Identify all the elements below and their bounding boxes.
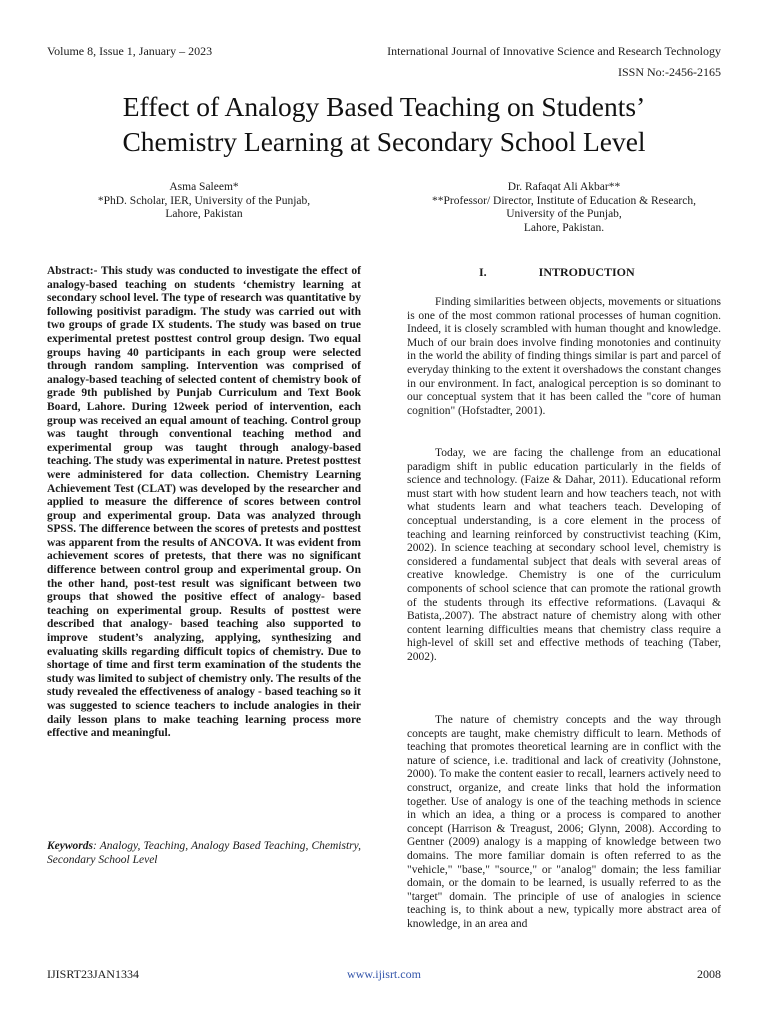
- author-location: Lahore, Pakistan: [165, 208, 243, 221]
- section-title: INTRODUCTION: [538, 265, 635, 279]
- abstract-text: Abstract:- This study was conducted to investigate the effect of analogy-based teaching on students ‘chemistry learning at secondary school level. The type of research was quantitative by following positivist paradigm. The study was carried out with two groups of grade IX students. The study was based on true experimental pretest posttest control group design. Two equal groups having 40 participants in each group were selected through random sampling. Intervention was comprised of analogy-based teaching of selected content of chemistry book of grade 9th published by Punjab Curriculum and Text Book Board, Lahore. During 12week period of intervention, each group was received an equal amount of teaching. Control group was taught through conventional teaching method and experimental group was taught through analogy-based teaching. The study was experimental in nature. Pretest posttest were administered for data collection. Chemistry Learning Achievement Test (CLAT) was developed by the researcher and applied to measure the difference of scores between control group and experimental group. Data was analyzed through SPSS. The difference between the scores of pretests and posttest was apparent from the results of ANCOVA. It was evident from achievement scores of pretests, that there was no significant difference between control group and experimental group. On the other hand, post-test result was significant between two groups that showed the positive effect of analogy- based teaching on experimental group. Results of posttest were described that analogy- based teaching also supported to improve student’s analyzing, applying, synthesizing and evaluating skills regarding difficult topics of chemistry. Due to shortage of time and first term examination of the students the study was limited to subject of chemistry only. The results of the study revealed the effectiveness of analogy - based teaching so it was suggested to science teachers to include analogies in their daily lesson plans to make teaching learning process more effective and meaningful.: [47, 265, 361, 740]
- section-heading: [479, 265, 635, 280]
- author-location: Lahore, Pakistan.: [523, 221, 605, 234]
- paragraph-text: Today, we are facing the challenge from an educational paradigm shift in public education particularly in the fields of science and technology. (Faize & Dahar, 2011). Educational reform must start with how student learn and how teachers teach, not with what students learn and what teachers teach. Developing of conceptual understanding, is a core element in the process of teaching and learning reinforced by constructivist teaching (Kim, 2002). In science teaching at secondary school level, chemistry is considered a fundamental subject that deals with several areas of creative knowledge. Chemistry is one of the curriculum components of school science that can promote the rational growth of the students through its effective reformations. (Lavaqui & Batista,.2007). The abstract nature of chemistry along with other content learning difficulties means that chemistry class require a high-level of skill set and effective methods of teaching (Taber, 2002).: [407, 447, 721, 663]
- footer-url-link[interactable]: www.ijisrt.com: [347, 967, 421, 981]
- author-university: University of the Punjab,: [506, 208, 622, 221]
- author-name: Dr. Rafaqat Ali Akbar**: [507, 181, 621, 193]
- intro-paragraph-2: [407, 447, 721, 665]
- header-journal: International Journal of Innovative Science and Research Technology: [387, 44, 721, 58]
- footer-page-number: 2008: [697, 967, 721, 981]
- header-issn: ISSN No:-2456-2165: [617, 65, 721, 79]
- keywords: [47, 840, 361, 867]
- title-line-1: Effect of Analogy Based Teaching on Students’: [122, 91, 646, 122]
- intro-paragraph-1: [407, 296, 721, 418]
- author-name: Asma Saleem*: [169, 181, 239, 193]
- author-affiliation: *PhD. Scholar, IER, University of the Punjab,: [97, 194, 311, 207]
- header-volume: Volume 8, Issue 1, January – 2023: [47, 44, 213, 58]
- title-line-2: Chemistry Learning at Secondary School Level: [122, 126, 646, 157]
- author-block-2: [407, 181, 721, 235]
- intro-paragraph-3: [407, 714, 721, 932]
- author-block-1: [47, 181, 361, 222]
- keywords-text: : Analogy, Teaching, Analogy Based Teaching, Chemistry, Secondary School Level: [47, 840, 361, 866]
- paragraph-text: The nature of chemistry concepts and the way through concepts are taught, make chemistry difficult to learn. Methods of teaching that promotes theoretical learning are in conflict with the nature of science, i.e. traditional and lack of creativity (Johnstone, 2000). To make the content easier to recall, learners actively need to construct, organize, and create links that hold the information together. Use of analogy is one of the teaching methods in science in which an idea, a thing or a process is compared to another concept (Harrison & Treagust, 2006; Glynn, 2008). According to Gentner (2009) analogy is a mapping of knowledge between two domains. The more familiar domain is often referred to as the "vehicle," "base," "source," or "analog" domain; the less familiar domain, or the domain to be learned, is usually referred to as the "target" domain. The principle of use of analogies in science teaching is, to think about a new, typically more abstract area of knowledge, in an area and: [407, 714, 721, 930]
- keywords-label: Keywords: [47, 840, 93, 852]
- section-number: I.: [479, 265, 487, 279]
- footer-paper-code: IJISRT23JAN1334: [47, 967, 139, 981]
- paragraph-text: Finding similarities between objects, movements or situations is one of the most common rational processes of human cognition. Indeed, it is closely scrambled with human thought and knowledge. Much of our brain does involve finding monotonies and continuity in the world the ability of finding things similar is part and parcel of everyday thinking to the extent it overshadows the constant changes in our environment. In fact, analogical perception is so dominant to our conceptual system that it has been called the "core of human cognition" (Hofstadter, 2001).: [407, 296, 721, 417]
- abstract: [47, 265, 361, 741]
- paper-title: [30, 89, 738, 159]
- author-affiliation: **Professor/ Director, Institute of Education & Research,: [432, 194, 696, 207]
